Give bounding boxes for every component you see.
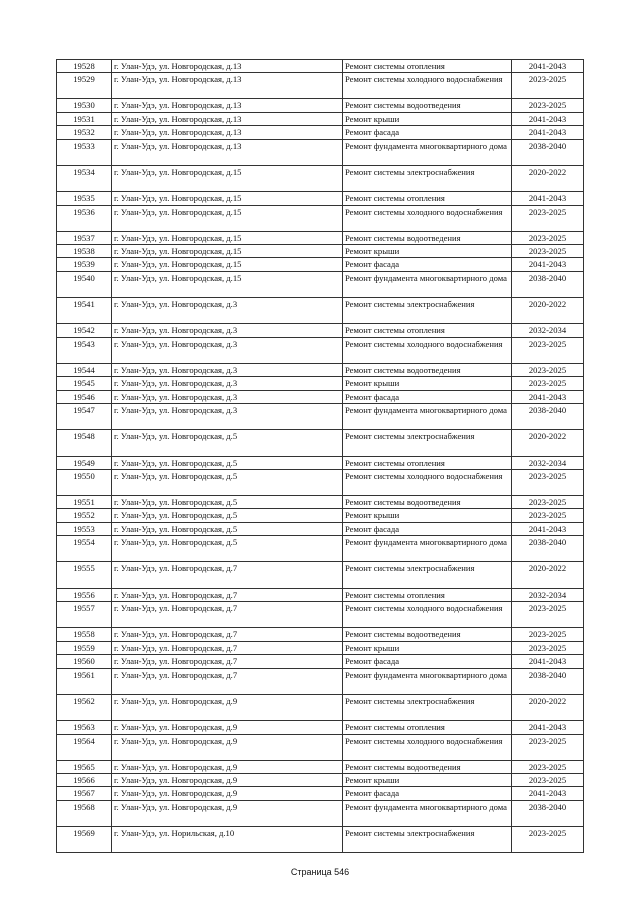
cell-id: 19548 xyxy=(57,430,112,457)
cell-period: 2023-2025 xyxy=(512,496,584,509)
cell-address: г. Улан-Удэ, ул. Новгородская, д.9 xyxy=(112,694,343,721)
cell-work-type: Ремонт крыши xyxy=(343,509,512,522)
cell-id: 19549 xyxy=(57,456,112,469)
table-row xyxy=(57,363,584,376)
cell-work-type: Ремонт системы водоотведения xyxy=(343,99,512,112)
cell-period: 2032-2034 xyxy=(512,588,584,601)
table-row xyxy=(57,721,584,734)
table-row xyxy=(57,390,584,403)
table-row xyxy=(57,139,584,165)
cell-address: г. Улан-Удэ, ул. Новгородская, д.13 xyxy=(112,99,343,112)
cell-address: г. Улан-Удэ, ул. Новгородская, д.5 xyxy=(112,496,343,509)
table-row xyxy=(57,628,584,641)
page-number: Страница 546 xyxy=(290,867,350,877)
cell-work-type: Ремонт системы холодного водоснабжения xyxy=(343,205,512,231)
cell-period: 2041-2043 xyxy=(512,522,584,535)
cell-address: г. Улан-Удэ, ул. Новгородская, д.15 xyxy=(112,165,343,192)
cell-id: 19559 xyxy=(57,641,112,654)
cell-work-type: Ремонт фасада xyxy=(343,390,512,403)
cell-work-type: Ремонт системы водоотведения xyxy=(343,363,512,376)
cell-address: г. Улан-Удэ, ул. Новгородская, д.9 xyxy=(112,721,343,734)
cell-period: 2032-2034 xyxy=(512,324,584,337)
cell-period: 2041-2043 xyxy=(512,60,584,73)
cell-id: 19544 xyxy=(57,363,112,376)
cell-period: 2023-2025 xyxy=(512,760,584,773)
table-row xyxy=(57,522,584,535)
cell-address: г. Улан-Удэ, ул. Новгородская, д.13 xyxy=(112,73,343,99)
cell-id: 19568 xyxy=(57,800,112,826)
table-row xyxy=(57,337,584,363)
table-row xyxy=(57,602,584,628)
cell-work-type: Ремонт фундамента многоквартирного дома xyxy=(343,139,512,165)
cell-period: 2041-2043 xyxy=(512,126,584,139)
cell-id: 19542 xyxy=(57,324,112,337)
cell-work-type: Ремонт системы электроснабжения xyxy=(343,430,512,457)
cell-work-type: Ремонт системы водоотведения xyxy=(343,760,512,773)
cell-id: 19565 xyxy=(57,760,112,773)
cell-period: 2020-2022 xyxy=(512,694,584,721)
cell-id: 19532 xyxy=(57,126,112,139)
cell-id: 19562 xyxy=(57,694,112,721)
table-row xyxy=(57,588,584,601)
cell-work-type: Ремонт системы отопления xyxy=(343,588,512,601)
cell-id: 19528 xyxy=(57,60,112,73)
cell-work-type: Ремонт крыши xyxy=(343,377,512,390)
cell-work-type: Ремонт фундамента многоквартирного дома xyxy=(343,668,512,694)
cell-work-type: Ремонт крыши xyxy=(343,112,512,125)
table-row xyxy=(57,73,584,99)
cell-period: 2023-2025 xyxy=(512,641,584,654)
cell-id: 19556 xyxy=(57,588,112,601)
cell-period: 2023-2025 xyxy=(512,99,584,112)
cell-period: 2038-2040 xyxy=(512,536,584,562)
cell-period: 2020-2022 xyxy=(512,430,584,457)
cell-id: 19558 xyxy=(57,628,112,641)
cell-id: 19551 xyxy=(57,496,112,509)
cell-id: 19534 xyxy=(57,165,112,192)
cell-id: 19539 xyxy=(57,258,112,271)
table-row xyxy=(57,773,584,786)
cell-address: г. Улан-Удэ, ул. Новгородская, д.9 xyxy=(112,800,343,826)
cell-period: 2023-2025 xyxy=(512,734,584,760)
cell-address: г. Улан-Удэ, ул. Норильская, д.10 xyxy=(112,826,343,853)
cell-work-type: Ремонт системы холодного водоснабжения xyxy=(343,734,512,760)
cell-id: 19563 xyxy=(57,721,112,734)
table-row xyxy=(57,404,584,430)
cell-address: г. Улан-Удэ, ул. Новгородская, д.15 xyxy=(112,192,343,205)
cell-address: г. Улан-Удэ, ул. Новгородская, д.13 xyxy=(112,112,343,125)
table-row xyxy=(57,231,584,244)
table-row xyxy=(57,99,584,112)
cell-address: г. Улан-Удэ, ул. Новгородская, д.7 xyxy=(112,588,343,601)
cell-id: 19531 xyxy=(57,112,112,125)
cell-address: г. Улан-Удэ, ул. Новгородская, д.3 xyxy=(112,363,343,376)
cell-period: 2023-2025 xyxy=(512,773,584,786)
cell-id: 19535 xyxy=(57,192,112,205)
cell-period: 2023-2025 xyxy=(512,337,584,363)
table-row xyxy=(57,205,584,231)
cell-address: г. Улан-Удэ, ул. Новгородская, д.5 xyxy=(112,522,343,535)
table-row xyxy=(57,192,584,205)
cell-address: г. Улан-Удэ, ул. Новгородская, д.7 xyxy=(112,602,343,628)
cell-id: 19569 xyxy=(57,826,112,853)
table-row xyxy=(57,655,584,668)
cell-period: 2038-2040 xyxy=(512,404,584,430)
cell-period: 2041-2043 xyxy=(512,655,584,668)
cell-address: г. Улан-Удэ, ул. Новгородская, д.9 xyxy=(112,787,343,800)
cell-address: г. Улан-Удэ, ул. Новгородская, д.5 xyxy=(112,470,343,496)
cell-period: 2023-2025 xyxy=(512,509,584,522)
table-row xyxy=(57,496,584,509)
cell-period: 2038-2040 xyxy=(512,668,584,694)
cell-id: 19557 xyxy=(57,602,112,628)
cell-work-type: Ремонт системы холодного водоснабжения xyxy=(343,602,512,628)
table-row xyxy=(57,112,584,125)
table-row xyxy=(57,641,584,654)
cell-id: 19566 xyxy=(57,773,112,786)
cell-work-type: Ремонт крыши xyxy=(343,773,512,786)
cell-period: 2023-2025 xyxy=(512,628,584,641)
cell-address: г. Улан-Удэ, ул. Новгородская, д.7 xyxy=(112,562,343,589)
cell-period: 2041-2043 xyxy=(512,721,584,734)
cell-period: 2023-2025 xyxy=(512,231,584,244)
cell-period: 2023-2025 xyxy=(512,377,584,390)
cell-address: г. Улан-Удэ, ул. Новгородская, д.3 xyxy=(112,324,343,337)
cell-id: 19545 xyxy=(57,377,112,390)
cell-address: г. Улан-Удэ, ул. Новгородская, д.5 xyxy=(112,509,343,522)
cell-address: г. Улан-Удэ, ул. Новгородская, д.3 xyxy=(112,404,343,430)
table-row xyxy=(57,60,584,73)
table-row xyxy=(57,734,584,760)
table-row xyxy=(57,509,584,522)
cell-period: 2032-2034 xyxy=(512,456,584,469)
cell-work-type: Ремонт системы отопления xyxy=(343,324,512,337)
cell-work-type: Ремонт системы отопления xyxy=(343,192,512,205)
page-footer xyxy=(0,867,640,877)
cell-address: г. Улан-Удэ, ул. Новгородская, д.7 xyxy=(112,655,343,668)
table-row xyxy=(57,826,584,853)
cell-work-type: Ремонт системы водоотведения xyxy=(343,231,512,244)
table-body xyxy=(57,60,584,853)
table-row xyxy=(57,787,584,800)
table-row xyxy=(57,258,584,271)
cell-period: 2023-2025 xyxy=(512,826,584,853)
cell-address: г. Улан-Удэ, ул. Новгородская, д.15 xyxy=(112,271,343,297)
cell-work-type: Ремонт системы электроснабжения xyxy=(343,165,512,192)
cell-id: 19567 xyxy=(57,787,112,800)
cell-work-type: Ремонт фасада xyxy=(343,126,512,139)
table-row xyxy=(57,430,584,457)
cell-id: 19530 xyxy=(57,99,112,112)
cell-address: г. Улан-Удэ, ул. Новгородская, д.9 xyxy=(112,760,343,773)
cell-id: 19564 xyxy=(57,734,112,760)
cell-address: г. Улан-Удэ, ул. Новгородская, д.7 xyxy=(112,641,343,654)
cell-work-type: Ремонт фасада xyxy=(343,787,512,800)
cell-id: 19560 xyxy=(57,655,112,668)
cell-address: г. Улан-Удэ, ул. Новгородская, д.9 xyxy=(112,734,343,760)
cell-period: 2020-2022 xyxy=(512,562,584,589)
cell-address: г. Улан-Удэ, ул. Новгородская, д.13 xyxy=(112,139,343,165)
cell-period: 2020-2022 xyxy=(512,297,584,324)
cell-work-type: Ремонт фундамента многоквартирного дома xyxy=(343,800,512,826)
cell-address: г. Улан-Удэ, ул. Новгородская, д.15 xyxy=(112,245,343,258)
cell-id: 19537 xyxy=(57,231,112,244)
cell-work-type: Ремонт системы холодного водоснабжения xyxy=(343,337,512,363)
table-row xyxy=(57,126,584,139)
cell-period: 2023-2025 xyxy=(512,470,584,496)
table-row xyxy=(57,760,584,773)
cell-work-type: Ремонт фундамента многоквартирного дома xyxy=(343,536,512,562)
cell-period: 2041-2043 xyxy=(512,192,584,205)
cell-id: 19547 xyxy=(57,404,112,430)
cell-address: г. Улан-Удэ, ул. Новгородская, д.13 xyxy=(112,126,343,139)
cell-work-type: Ремонт системы водоотведения xyxy=(343,628,512,641)
table-row xyxy=(57,456,584,469)
cell-work-type: Ремонт фундамента многоквартирного дома xyxy=(343,271,512,297)
table-row xyxy=(57,536,584,562)
cell-period: 2038-2040 xyxy=(512,139,584,165)
cell-address: г. Улан-Удэ, ул. Новгородская, д.13 xyxy=(112,60,343,73)
cell-address: г. Улан-Удэ, ул. Новгородская, д.3 xyxy=(112,390,343,403)
cell-work-type: Ремонт системы электроснабжения xyxy=(343,826,512,853)
cell-address: г. Улан-Удэ, ул. Новгородская, д.3 xyxy=(112,337,343,363)
cell-id: 19541 xyxy=(57,297,112,324)
cell-period: 2023-2025 xyxy=(512,602,584,628)
cell-work-type: Ремонт системы водоотведения xyxy=(343,496,512,509)
cell-work-type: Ремонт системы отопления xyxy=(343,456,512,469)
cell-address: г. Улан-Удэ, ул. Новгородская, д.5 xyxy=(112,536,343,562)
cell-period: 2023-2025 xyxy=(512,363,584,376)
cell-period: 2041-2043 xyxy=(512,390,584,403)
table-row xyxy=(57,800,584,826)
cell-id: 19538 xyxy=(57,245,112,258)
cell-address: г. Улан-Удэ, ул. Новгородская, д.7 xyxy=(112,668,343,694)
table-row xyxy=(57,694,584,721)
table-row xyxy=(57,377,584,390)
cell-work-type: Ремонт фасада xyxy=(343,522,512,535)
cell-id: 19554 xyxy=(57,536,112,562)
table-row xyxy=(57,271,584,297)
cell-id: 19546 xyxy=(57,390,112,403)
cell-address: г. Улан-Удэ, ул. Новгородская, д.5 xyxy=(112,456,343,469)
table-row xyxy=(57,470,584,496)
cell-id: 19533 xyxy=(57,139,112,165)
cell-period: 2038-2040 xyxy=(512,271,584,297)
repair-schedule-table xyxy=(56,59,584,853)
cell-work-type: Ремонт системы отопления xyxy=(343,721,512,734)
cell-work-type: Ремонт фасада xyxy=(343,655,512,668)
table-row xyxy=(57,297,584,324)
cell-address: г. Улан-Удэ, ул. Новгородская, д.15 xyxy=(112,258,343,271)
cell-address: г. Улан-Удэ, ул. Новгородская, д.3 xyxy=(112,297,343,324)
cell-address: г. Улан-Удэ, ул. Новгородская, д.3 xyxy=(112,377,343,390)
cell-period: 2041-2043 xyxy=(512,258,584,271)
cell-work-type: Ремонт системы отопления xyxy=(343,60,512,73)
table-row xyxy=(57,668,584,694)
cell-work-type: Ремонт фундамента многоквартирного дома xyxy=(343,404,512,430)
cell-id: 19553 xyxy=(57,522,112,535)
cell-address: г. Улан-Удэ, ул. Новгородская, д.15 xyxy=(112,205,343,231)
cell-address: г. Улан-Удэ, ул. Новгородская, д.5 xyxy=(112,430,343,457)
cell-work-type: Ремонт крыши xyxy=(343,641,512,654)
cell-address: г. Улан-Удэ, ул. Новгородская, д.15 xyxy=(112,231,343,244)
cell-work-type: Ремонт системы электроснабжения xyxy=(343,297,512,324)
cell-work-type: Ремонт системы холодного водоснабжения xyxy=(343,73,512,99)
cell-address: г. Улан-Удэ, ул. Новгородская, д.9 xyxy=(112,773,343,786)
cell-id: 19529 xyxy=(57,73,112,99)
cell-period: 2020-2022 xyxy=(512,165,584,192)
cell-work-type: Ремонт системы электроснабжения xyxy=(343,562,512,589)
cell-period: 2023-2025 xyxy=(512,245,584,258)
cell-period: 2041-2043 xyxy=(512,112,584,125)
cell-id: 19543 xyxy=(57,337,112,363)
cell-work-type: Ремонт системы холодного водоснабжения xyxy=(343,470,512,496)
cell-id: 19550 xyxy=(57,470,112,496)
cell-address: г. Улан-Удэ, ул. Новгородская, д.7 xyxy=(112,628,343,641)
cell-work-type: Ремонт системы электроснабжения xyxy=(343,694,512,721)
cell-work-type: Ремонт крыши xyxy=(343,245,512,258)
table-row xyxy=(57,324,584,337)
table-row xyxy=(57,165,584,192)
cell-id: 19552 xyxy=(57,509,112,522)
cell-period: 2023-2025 xyxy=(512,205,584,231)
cell-id: 19561 xyxy=(57,668,112,694)
table-row xyxy=(57,562,584,589)
cell-id: 19540 xyxy=(57,271,112,297)
cell-period: 2041-2043 xyxy=(512,787,584,800)
cell-id: 19536 xyxy=(57,205,112,231)
table-row xyxy=(57,245,584,258)
cell-period: 2038-2040 xyxy=(512,800,584,826)
cell-period: 2023-2025 xyxy=(512,73,584,99)
cell-id: 19555 xyxy=(57,562,112,589)
cell-work-type: Ремонт фасада xyxy=(343,258,512,271)
